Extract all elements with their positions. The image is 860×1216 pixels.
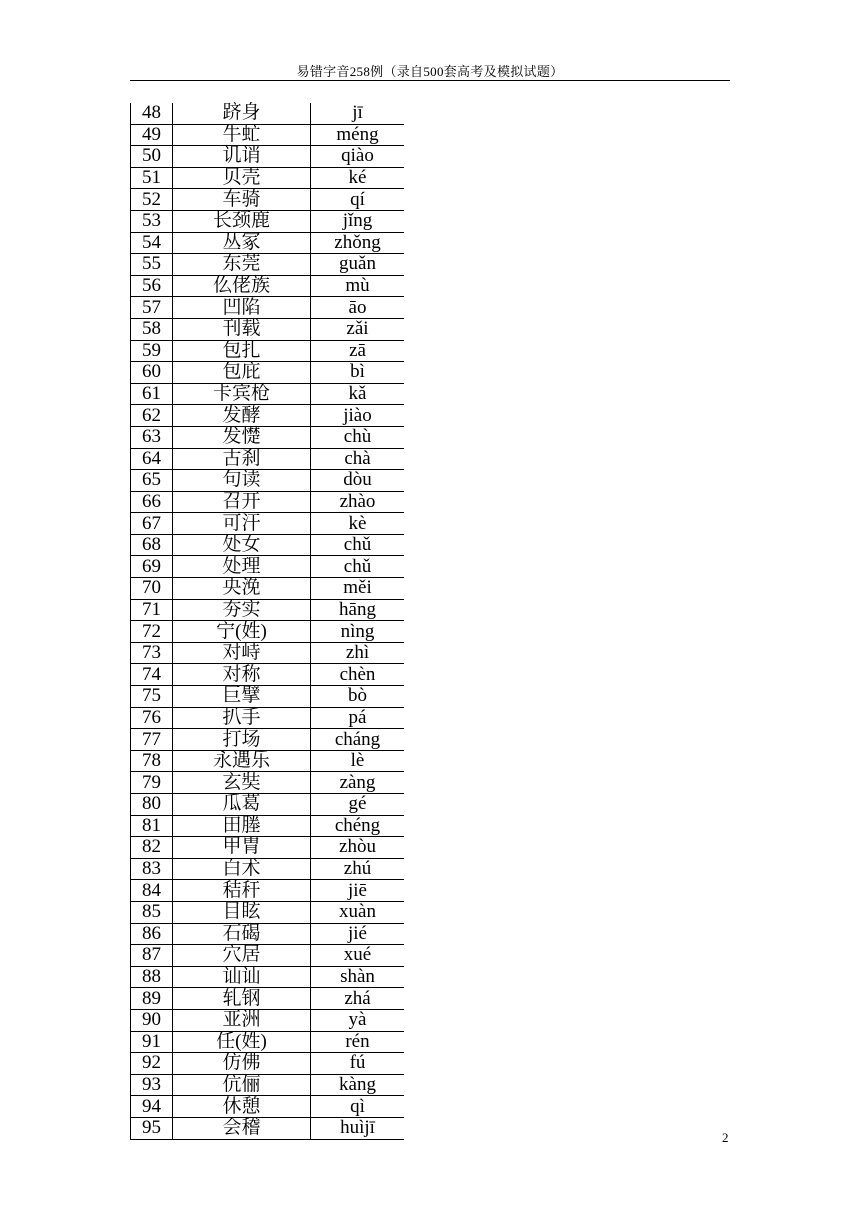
row-number: 82 xyxy=(131,837,173,859)
table-row xyxy=(131,1009,405,1031)
word-cell: 召开 xyxy=(173,491,311,513)
pinyin-cell: qiào xyxy=(311,146,405,168)
table-row xyxy=(131,146,405,168)
pinyin-cell: chéng xyxy=(311,815,405,837)
word-cell: 仫佬族 xyxy=(173,275,311,297)
table-row xyxy=(131,254,405,276)
row-number: 56 xyxy=(131,275,173,297)
page-number: 2 xyxy=(722,1130,729,1145)
word-cell: 句读 xyxy=(173,470,311,492)
table-row xyxy=(131,945,405,967)
pinyin-cell: jiē xyxy=(311,880,405,902)
word-cell: 东莞 xyxy=(173,254,311,276)
pinyin-cell: zhào xyxy=(311,491,405,513)
table-row xyxy=(131,534,405,556)
table-row xyxy=(131,858,405,880)
row-number: 90 xyxy=(131,1009,173,1031)
row-number: 55 xyxy=(131,254,173,276)
row-number: 48 xyxy=(131,103,173,124)
word-cell: 亚洲 xyxy=(173,1009,311,1031)
row-number: 89 xyxy=(131,988,173,1010)
row-number: 59 xyxy=(131,340,173,362)
word-cell: 丛冢 xyxy=(173,232,311,254)
word-cell: 任(姓) xyxy=(173,1031,311,1053)
word-cell: 田塍 xyxy=(173,815,311,837)
table-row xyxy=(131,988,405,1010)
pinyin-cell: guǎn xyxy=(311,254,405,276)
word-cell: 卡宾枪 xyxy=(173,383,311,405)
pinyin-cell: jī xyxy=(311,103,405,124)
pinyin-cell: zhì xyxy=(311,642,405,664)
pinyin-cell: rén xyxy=(311,1031,405,1053)
word-cell: 宁(姓) xyxy=(173,621,311,643)
table-row xyxy=(131,664,405,686)
word-cell: 发憷 xyxy=(173,426,311,448)
row-number: 80 xyxy=(131,794,173,816)
row-number: 75 xyxy=(131,686,173,708)
pinyin-cell: zhǒng xyxy=(311,232,405,254)
table-row xyxy=(131,124,405,146)
row-number: 79 xyxy=(131,772,173,794)
word-cell: 休憩 xyxy=(173,1096,311,1118)
pinyin-cell: chǔ xyxy=(311,556,405,578)
word-cell: 对峙 xyxy=(173,642,311,664)
table-row xyxy=(131,729,405,751)
word-cell: 讪讪 xyxy=(173,966,311,988)
row-number: 93 xyxy=(131,1074,173,1096)
table-row xyxy=(131,275,405,297)
table-row xyxy=(131,880,405,902)
word-cell: 石碣 xyxy=(173,923,311,945)
word-cell: 牛虻 xyxy=(173,124,311,146)
word-cell: 瓜葛 xyxy=(173,794,311,816)
table-row xyxy=(131,1074,405,1096)
pinyin-cell: zàng xyxy=(311,772,405,794)
pinyin-cell: ké xyxy=(311,167,405,189)
word-cell: 白术 xyxy=(173,858,311,880)
word-cell: 处女 xyxy=(173,534,311,556)
table-row xyxy=(131,470,405,492)
table-row xyxy=(131,578,405,600)
word-cell: 打场 xyxy=(173,729,311,751)
table-row xyxy=(131,966,405,988)
word-cell: 车骑 xyxy=(173,189,311,211)
word-cell: 古刹 xyxy=(173,448,311,470)
table-row xyxy=(131,405,405,427)
pinyin-cell: xué xyxy=(311,945,405,967)
row-number: 72 xyxy=(131,621,173,643)
word-cell: 轧钢 xyxy=(173,988,311,1010)
pinyin-cell: āo xyxy=(311,297,405,319)
table-row xyxy=(131,642,405,664)
table-row xyxy=(131,923,405,945)
word-cell: 玄奘 xyxy=(173,772,311,794)
row-number: 67 xyxy=(131,513,173,535)
row-number: 85 xyxy=(131,901,173,923)
row-number: 83 xyxy=(131,858,173,880)
table-row xyxy=(131,815,405,837)
pinyin-cell: gé xyxy=(311,794,405,816)
row-number: 49 xyxy=(131,124,173,146)
word-cell: 永遇乐 xyxy=(173,750,311,772)
table-row xyxy=(131,901,405,923)
pinyin-cell: chǔ xyxy=(311,534,405,556)
table-row xyxy=(131,103,405,124)
pinyin-cell: bì xyxy=(311,362,405,384)
table-row xyxy=(131,383,405,405)
table-row xyxy=(131,686,405,708)
word-cell: 对称 xyxy=(173,664,311,686)
word-cell: 目眩 xyxy=(173,901,311,923)
pinyin-cell: yà xyxy=(311,1009,405,1031)
pinyin-cell: nìng xyxy=(311,621,405,643)
table-row xyxy=(131,340,405,362)
row-number: 65 xyxy=(131,470,173,492)
row-number: 94 xyxy=(131,1096,173,1118)
table-row xyxy=(131,599,405,621)
table-row xyxy=(131,556,405,578)
word-cell: 可汗 xyxy=(173,513,311,535)
pinyin-cell: jié xyxy=(311,923,405,945)
word-cell: 甲胄 xyxy=(173,837,311,859)
table-row xyxy=(131,772,405,794)
table-body xyxy=(131,103,405,1139)
word-cell: 刊载 xyxy=(173,318,311,340)
row-number: 54 xyxy=(131,232,173,254)
word-cell: 央浼 xyxy=(173,578,311,600)
row-number: 70 xyxy=(131,578,173,600)
word-cell: 夯实 xyxy=(173,599,311,621)
table-row xyxy=(131,513,405,535)
table-row xyxy=(131,621,405,643)
row-number: 95 xyxy=(131,1117,173,1139)
row-number: 92 xyxy=(131,1053,173,1075)
word-cell: 跻身 xyxy=(173,103,311,124)
pinyin-cell: qí xyxy=(311,189,405,211)
table-row xyxy=(131,210,405,232)
table-row xyxy=(131,189,405,211)
table-row xyxy=(131,707,405,729)
table-row xyxy=(131,426,405,448)
table-row xyxy=(131,448,405,470)
word-cell: 凹陷 xyxy=(173,297,311,319)
row-number: 81 xyxy=(131,815,173,837)
table-row xyxy=(131,491,405,513)
word-cell: 发酵 xyxy=(173,405,311,427)
row-number: 74 xyxy=(131,664,173,686)
row-number: 62 xyxy=(131,405,173,427)
pinyin-cell: zā xyxy=(311,340,405,362)
pinyin-cell: fú xyxy=(311,1053,405,1075)
row-number: 91 xyxy=(131,1031,173,1053)
row-number: 73 xyxy=(131,642,173,664)
row-number: 52 xyxy=(131,189,173,211)
pinyin-cell: pá xyxy=(311,707,405,729)
row-number: 57 xyxy=(131,297,173,319)
row-number: 58 xyxy=(131,318,173,340)
row-number: 71 xyxy=(131,599,173,621)
pinyin-cell: méng xyxy=(311,124,405,146)
word-cell: 巨擘 xyxy=(173,686,311,708)
pinyin-cell: cháng xyxy=(311,729,405,751)
row-number: 53 xyxy=(131,210,173,232)
word-cell: 讥诮 xyxy=(173,146,311,168)
pinyin-cell: zǎi xyxy=(311,318,405,340)
row-number: 77 xyxy=(131,729,173,751)
pinyin-cell: zhòu xyxy=(311,837,405,859)
row-number: 64 xyxy=(131,448,173,470)
table-row xyxy=(131,1031,405,1053)
table-row xyxy=(131,794,405,816)
pinyin-cell: kǎ xyxy=(311,383,405,405)
word-cell: 扒手 xyxy=(173,707,311,729)
pinyin-cell: kàng xyxy=(311,1074,405,1096)
row-number: 60 xyxy=(131,362,173,384)
row-number: 84 xyxy=(131,880,173,902)
row-number: 78 xyxy=(131,750,173,772)
row-number: 69 xyxy=(131,556,173,578)
word-cell: 包庇 xyxy=(173,362,311,384)
row-number: 63 xyxy=(131,426,173,448)
pinyin-cell: chù xyxy=(311,426,405,448)
row-number: 88 xyxy=(131,966,173,988)
pinyin-cell: xuàn xyxy=(311,901,405,923)
table-row xyxy=(131,750,405,772)
table-row xyxy=(131,167,405,189)
word-cell: 贝壳 xyxy=(173,167,311,189)
word-cell: 秸秆 xyxy=(173,880,311,902)
row-number: 86 xyxy=(131,923,173,945)
word-cell: 包扎 xyxy=(173,340,311,362)
table-row xyxy=(131,837,405,859)
row-number: 76 xyxy=(131,707,173,729)
row-number: 68 xyxy=(131,534,173,556)
pinyin-cell: měi xyxy=(311,578,405,600)
header-rule xyxy=(130,80,730,81)
pinyin-cell: zhú xyxy=(311,858,405,880)
page-header-title: 易错字音258例（录自500套高考及模拟试题） xyxy=(296,64,564,79)
pinyin-cell: chèn xyxy=(311,664,405,686)
word-cell: 处理 xyxy=(173,556,311,578)
table-row xyxy=(131,297,405,319)
table-row xyxy=(131,362,405,384)
word-cell: 长颈鹿 xyxy=(173,210,311,232)
row-number: 87 xyxy=(131,945,173,967)
table-row xyxy=(131,1117,405,1139)
pinyin-cell: hāng xyxy=(311,599,405,621)
pinyin-cell: chà xyxy=(311,448,405,470)
pinyin-cell: mù xyxy=(311,275,405,297)
pinyin-cell: qì xyxy=(311,1096,405,1118)
pinyin-cell: jǐng xyxy=(311,210,405,232)
word-cell: 会稽 xyxy=(173,1117,311,1139)
pinyin-cell: huìjī xyxy=(311,1117,405,1139)
pinyin-cell: jiào xyxy=(311,405,405,427)
table-row xyxy=(131,1053,405,1075)
row-number: 66 xyxy=(131,491,173,513)
word-cell: 仿佛 xyxy=(173,1053,311,1075)
pinyin-cell: lè xyxy=(311,750,405,772)
pinyin-cell: shàn xyxy=(311,966,405,988)
pinyin-cell: bò xyxy=(311,686,405,708)
table-row xyxy=(131,232,405,254)
row-number: 61 xyxy=(131,383,173,405)
row-number: 51 xyxy=(131,167,173,189)
pinyin-cell: dòu xyxy=(311,470,405,492)
row-number: 50 xyxy=(131,146,173,168)
word-cell: 伉俪 xyxy=(173,1074,311,1096)
word-cell: 穴居 xyxy=(173,945,311,967)
table-row xyxy=(131,318,405,340)
pronunciation-table xyxy=(130,103,404,1140)
pinyin-cell: zhá xyxy=(311,988,405,1010)
table-row xyxy=(131,1096,405,1118)
pinyin-cell: kè xyxy=(311,513,405,535)
